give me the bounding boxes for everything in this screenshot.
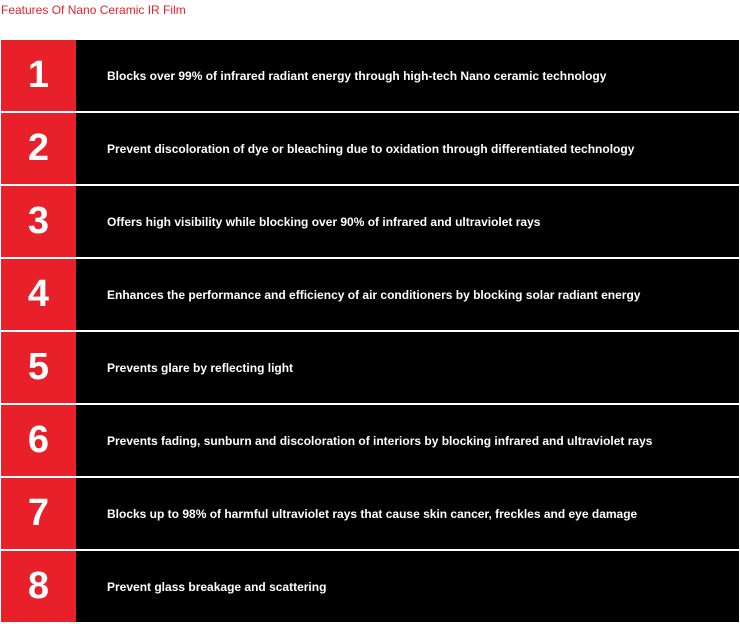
feature-text: Offers high visibility while blocking over 90% of infrared and ultraviolet rays [76,186,739,257]
feature-text: Prevent discoloration of dye or bleaching due to oxidation through differentiated technology [76,113,739,184]
feature-number: 1 [1,40,76,111]
feature-row [1,40,739,111]
feature-number: 6 [1,405,76,476]
feature-number: 2 [1,113,76,184]
feature-number: 5 [1,332,76,403]
feature-number: 7 [1,478,76,549]
feature-row [1,405,739,476]
feature-row [1,259,739,330]
feature-text: Prevents fading, sunburn and discoloration of interiors by blocking infrared and ultraviolet rays [76,405,739,476]
feature-row [1,332,739,403]
feature-text: Blocks over 99% of infrared radiant energy through high-tech Nano ceramic technology [76,40,739,111]
feature-row [1,113,739,184]
feature-text: Blocks up to 98% of harmful ultraviolet rays that cause skin cancer, freckles and eye damage [76,478,739,549]
feature-text: Enhances the performance and efficiency of air conditioners by blocking solar radiant energy [76,259,739,330]
feature-text: Prevents glare by reflecting light [76,332,739,403]
feature-row [1,478,739,549]
feature-number: 8 [1,551,76,622]
feature-number: 3 [1,186,76,257]
feature-text: Prevent glass breakage and scattering [76,551,739,622]
page-title: Features Of Nano Ceramic IR Film [1,3,186,17]
feature-row [1,186,739,257]
feature-number: 4 [1,259,76,330]
features-list [1,40,739,622]
feature-row [1,551,739,622]
